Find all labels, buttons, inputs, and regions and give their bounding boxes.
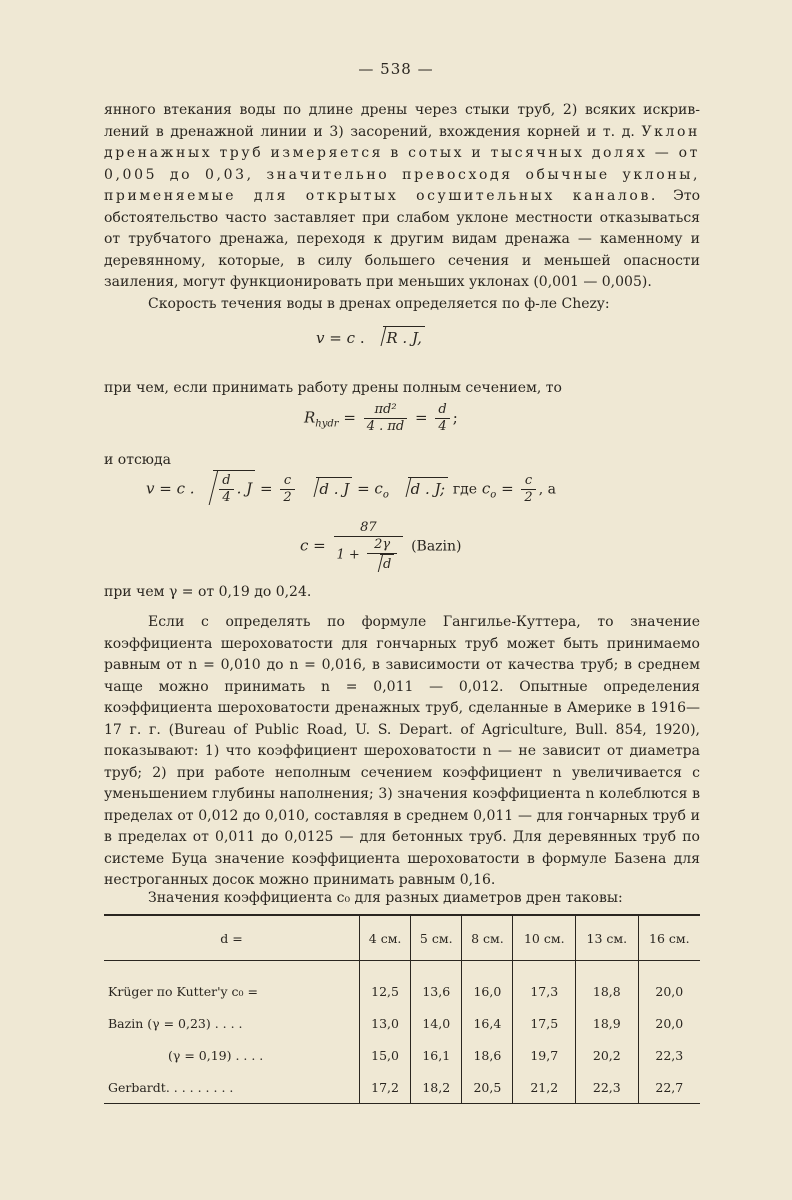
table-row: (γ = 0,19) . . . . 15,0 16,1 18,6 19,7 20,2 22,3 (104, 1039, 700, 1071)
table-caption: Значения коэффициента c₀ для разных диаметров дрен таковы: (148, 890, 623, 906)
table-row: Bazin (γ = 0,23) . . . . 13,0 14,0 16,4 17,5 18,9 20,0 (104, 1007, 700, 1039)
paragraph-chezy-intro: Скорость течения воды в дренах определяется по ф-ле Chezy: (148, 296, 610, 312)
formula-bazin: c = 87 1 + $\frac{2\gamma}{d}$ (Bazin) (300, 520, 462, 572)
formula-hydraulic-radius: $R_{hydr}$ = $\frac{\text{πd²}}{4 . \pi d}$ = $\frac{d}{4}$ ; (304, 402, 458, 434)
gamma-range: при чем γ = от 0,19 до 0,24. (104, 584, 312, 600)
paragraph-roughness: Если c определять по формуле Гангилье-Куттера, то значение коэффициента шероховатости для гончарных труб может быть принимаемо равным от n = 0,010 до n = 0,016, в зависимости от качества труб; в среднем чаще можно принимать n = 0,011 — 0,012. Опытные определения коэффициента шероховатости дренажных труб, сделанные в Америке в 1916—17 г. г. (Bureau of Public Road, U. S. Depart. of Agriculture, Bull. 854, 1920), показывают: 1) что коэффициент шероховатости n — не зависит от диаметра труб; 2) при работе неполным сечением коэффициент n увеличивается с уменьшением глубины наполнения; 3) значения коэффициента n колеблются в пределах от 0,012 до 0,010, составляя в среднем 0,011 — для гончарных труб и в пределах от 0,011 до 0,0125 — для бетонных труб. Для деревянных труб по системе Буца значение коэффициента шероховатости в формуле Базена для нестроганных досок можно принимать равным 0,16. (104, 614, 700, 888)
table-row: Krüger по Kutter'y c₀ = 12,5 13,6 16,0 17,3 18,8 20,0 (104, 975, 700, 1007)
and-hence-label: и отсюда (104, 452, 171, 468)
paragraph-drainage-slope: янного втекания воды по длине дрены через стыки труб, 2) всяких искрив- лений в дренажной линии и 3) засорений, вхождения корней и т. д. Уклон дренажных труб измеряется в сотых и тысячных долях — от 0,005 до 0,03, значительно превосходя обычные уклоны, применяемые для открытых осушительных каналов. Это обстоятельство часто заставляет при слабом уклоне местности отказываться от трубчатого дренажа, переходя к другим видам дренажа — каменному и деревянному, которые, в силу большего сечения и меньшей опасности заиления, могут функционировать при меньших уклонах (0,001 — 0,005). (104, 102, 700, 290)
coefficient-table (104, 914, 700, 1104)
formula-chezy: v = c . R . J, (316, 326, 425, 347)
page-number: — 538 — (358, 60, 434, 78)
formula-velocity: v = c . $\frac{d}{4}$ . J = $\frac{c}{2}$ d . $J = c_o$ d . J; где $c_o$ = $\frac{c}{2}$ , а (146, 470, 556, 506)
table-header-row: d = 4 см. 5 см. 8 см. 10 см. 13 см. 16 см. (104, 915, 700, 961)
paragraph-full-section: при чем, если принимать работу дрены полным сечением, то (104, 380, 562, 396)
table-row: Gerbardt. . . . . . . . . 17,2 18,2 20,5 21,2 22,3 22,7 (104, 1071, 700, 1104)
